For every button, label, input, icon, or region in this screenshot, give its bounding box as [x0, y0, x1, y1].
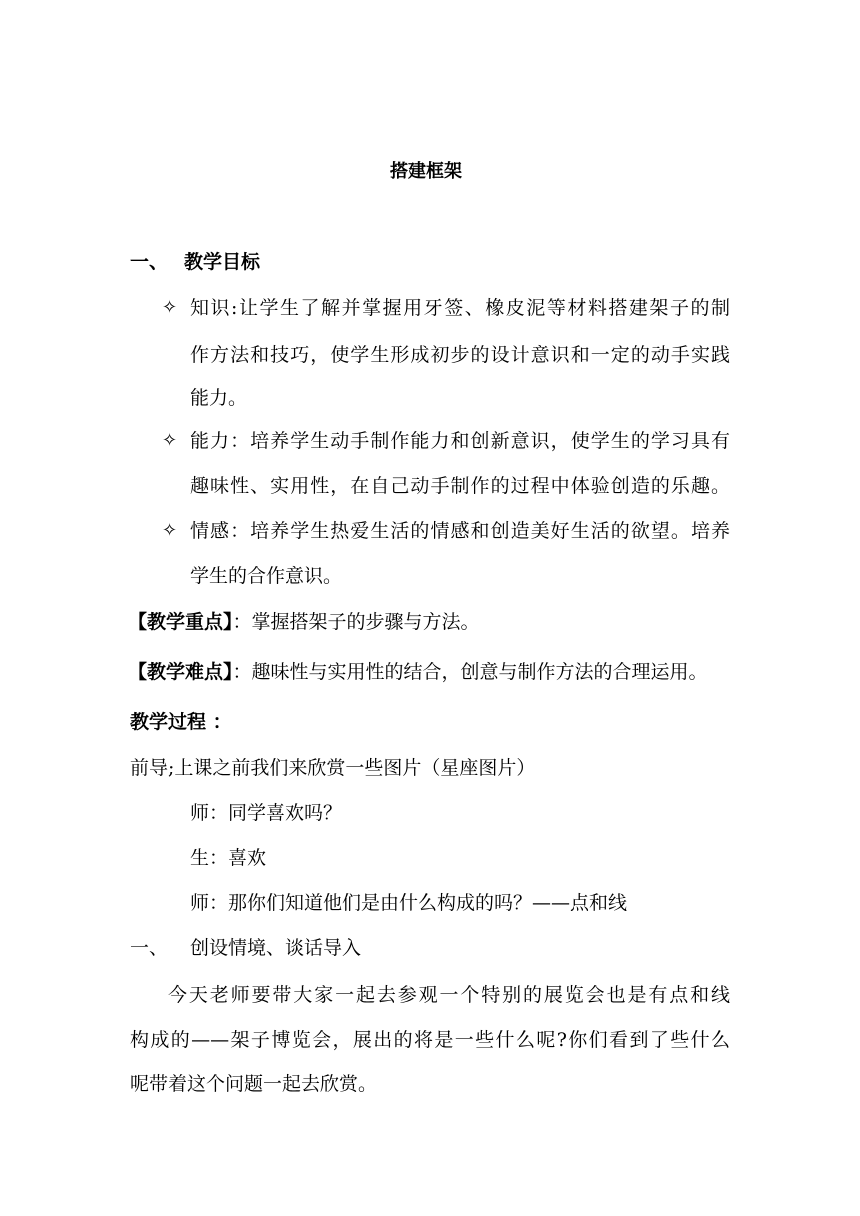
section2-number: 一、: [130, 937, 169, 959]
diamond-bullet-icon: ✧: [162, 430, 178, 451]
dialogue-line-1: 师：同学喜欢吗？: [190, 802, 343, 824]
objective-knowledge-line-3: 能力。: [190, 387, 248, 409]
section-number: 一、: [130, 251, 169, 273]
section2-heading: 创设情境、谈话导入: [190, 937, 362, 959]
dialogue-line-3: 师：那你们知道他们是由什么构成的吗？——点和线: [190, 892, 628, 914]
page-title: 搭建框架: [390, 161, 462, 182]
key-point: [128, 610, 480, 634]
process-heading: 教学过程 ：: [130, 711, 232, 733]
dialogue-line-2: 生：喜欢: [190, 847, 267, 869]
objective-emotion-line-2: 学生的合作意识。: [190, 565, 343, 587]
paragraph-line-3: 呢带着这个问题一起去欣赏。: [130, 1073, 378, 1095]
difficult-point-label: 【教学难点】: [128, 661, 233, 683]
diamond-bullet-icon: ✧: [162, 520, 178, 541]
diamond-bullet-icon: ✧: [162, 297, 178, 318]
difficult-point: [128, 660, 708, 684]
objective-ability-line-2: 趣味性、实用性，在自己动手制作的过程中体验创造的乐趣。: [190, 475, 730, 497]
paragraph-line-2: 构成的——架子博览会，展出的将是一些什么呢?你们看到了些什么: [130, 1029, 730, 1051]
objective-knowledge-line-1: 知识:让学生了解并掌握用牙签、橡皮泥等材料搭建架子的制: [190, 297, 730, 319]
objective-ability-line-1: 能力：培养学生动手制作能力和创新意识，使学生的学习具有: [190, 430, 730, 452]
objective-knowledge-line-2: 作方法和技巧，使学生形成初步的设计意识和一定的动手实践: [190, 344, 730, 366]
process-intro: 前导;上课之前我们来欣赏一些图片（星座图片）: [130, 757, 536, 779]
key-point-label: 【教学重点】: [128, 611, 233, 633]
objective-emotion-line-1: 情感：培养学生热爱生活的情感和创造美好生活的欲望。培养: [190, 520, 730, 542]
difficult-point-text: ：趣味性与实用性的结合，创意与制作方法的合理运用。: [232, 661, 708, 683]
paragraph-line-1: 今天老师要带大家一起去参观一个特别的展览会也是有点和线: [168, 984, 730, 1006]
section-heading: 教学目标: [184, 251, 261, 273]
key-point-text: ：掌握搭架子的步骤与方法。: [232, 611, 480, 633]
